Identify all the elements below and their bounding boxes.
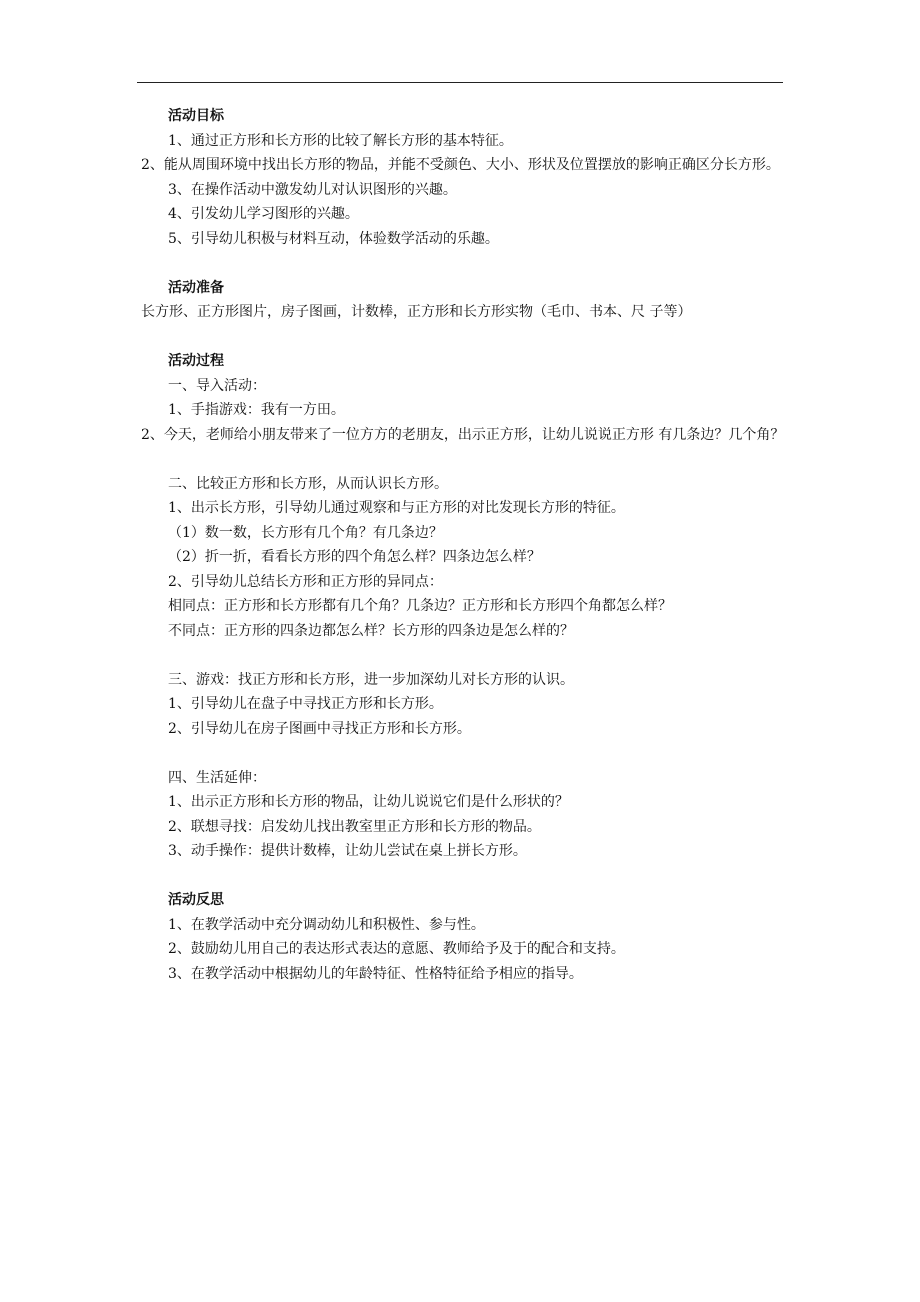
- goals-item: 3、在操作活动中激发幼儿对认识图形的兴趣。: [168, 181, 457, 198]
- spacer: [168, 325, 788, 350]
- prep-heading: 活动准备: [168, 279, 224, 296]
- goals-item: 5、引导幼儿积极与材料互动，体验数学活动的乐趣。: [168, 230, 499, 247]
- spacer: [168, 864, 788, 889]
- process-line: （1）数一数，长方形有几个角？有几条边？: [168, 524, 443, 541]
- process-heading: 活动过程: [168, 353, 224, 369]
- goals-item: 2、能从周围环境中找出长方形的物品，并能不受颜色、大小、形状及位置摆放的影响正确区分长方形。: [141, 157, 780, 173]
- goals-item: 1、通过正方形和长方形的比较了解长方形的基本特征。: [168, 132, 513, 149]
- reflection-item: 1、在教学活动中充分调动幼儿和积极性、参与性。: [168, 916, 485, 933]
- reflection-item: 2、鼓励幼儿用自己的表达形式表达的意愿、教师给予及于的配合和支持。: [168, 941, 625, 957]
- process-line: 2、联想寻找：启发幼儿找出教室里正方形和长方形的物品。: [168, 818, 541, 835]
- spacer: [168, 741, 788, 766]
- process-line: 1、手指游戏：我有一方田。: [168, 402, 345, 418]
- goals-heading: 活动目标: [168, 108, 224, 124]
- process-line: 二、比较正方形和长方形，从而认识长方形。: [168, 475, 448, 492]
- reflection-heading: 活动反思: [168, 892, 224, 908]
- process-line: （2）折一折，看看长方形的四个角怎么样？四条边怎么样？: [168, 549, 541, 565]
- process-line: 2、今天，老师给小朋友带来了一位方方的老朋友，出示正方形，让幼儿说说正方形 有几条边？几个角？: [141, 426, 785, 443]
- process-line: 1、引导幼儿在盘子中寻找正方形和长方形。: [168, 696, 443, 712]
- prep-text: 长方形、正方形图片，房子图画，计数棒，正方形和长方形实物（毛巾、书本、尺 子等）: [141, 304, 692, 320]
- process-line: 一、导入活动：: [168, 377, 266, 394]
- process-line: 2、引导幼儿总结长方形和正方形的异同点：: [168, 573, 443, 590]
- process-line: 2、引导幼儿在房子图画中寻找正方形和长方形。: [168, 720, 471, 737]
- process-line: 3、动手操作：提供计数棒，让幼儿尝试在桌上拼长方形。: [168, 843, 527, 859]
- process-line: 相同点：正方形和长方形都有几个角？几条边？正方形和长方形四个角都怎么样？: [168, 598, 672, 614]
- reflection-item: 3、在教学活动中根据幼儿的年龄特征、性格特征给予相应的指导。: [168, 965, 583, 982]
- spacer: [168, 447, 788, 472]
- goals-item: 4、引发幼儿学习图形的兴趣。: [168, 206, 359, 222]
- spacer: [168, 251, 788, 276]
- process-line: 四、生活延伸：: [168, 769, 266, 786]
- process-line: 1、出示长方形，引导幼儿通过观察和与正方形的对比发现长方形的特征。: [168, 500, 625, 516]
- spacer: [168, 643, 788, 668]
- process-line: 不同点：正方形的四条边都怎么样？长方形的四条边是怎么样的？: [168, 622, 574, 639]
- document-body: [141, 104, 788, 986]
- process-line: 三、游戏：找正方形和长方形，进一步加深幼儿对长方形的认识。: [168, 671, 574, 688]
- header-rule: [137, 82, 783, 83]
- process-line: 1、出示正方形和长方形的物品，让幼儿说说它们是什么形状的？: [168, 794, 569, 810]
